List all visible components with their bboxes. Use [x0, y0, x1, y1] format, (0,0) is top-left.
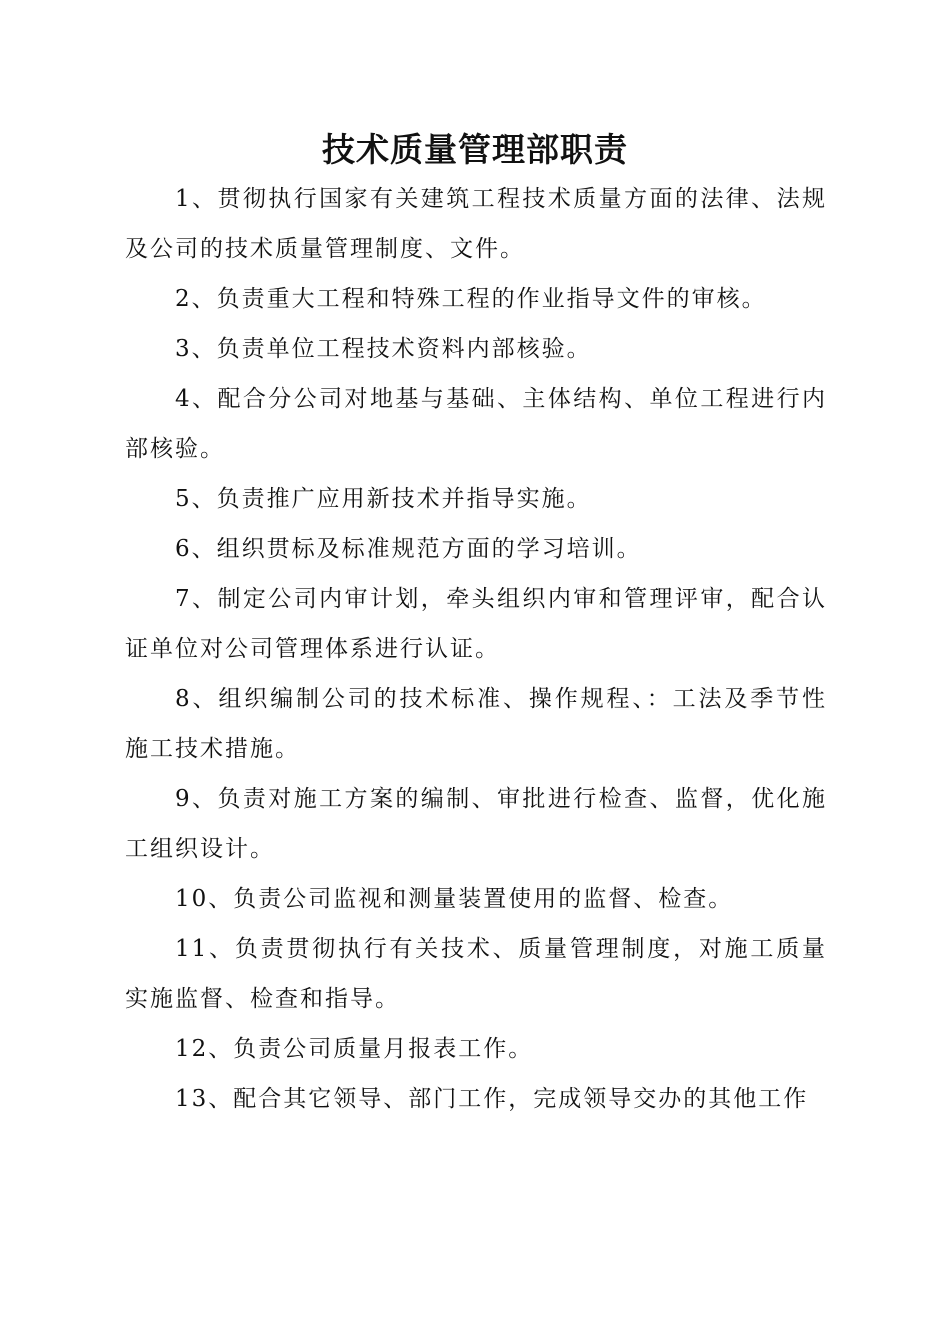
- duty-item-6: 6、组织贯标及标准规范方面的学习培训。: [175, 536, 642, 562]
- duty-item-10: 10、负责公司监视和测量装置使用的监督、检查。: [175, 886, 734, 912]
- duty-item-13: 13、配合其它领导、部门工作，完成领导交办的其他工作: [175, 1086, 809, 1112]
- duty-item-7: 7、制定公司内审计划，牵头组织内审和管理评审，配合认证单位对公司管理体系进行认证。: [125, 586, 827, 662]
- document-title: 技术质量管理部职责: [322, 130, 628, 169]
- duty-item-12: 12、负责公司质量月报表工作。: [175, 1036, 534, 1062]
- duty-item-8: 8、组织编制公司的技术标准、操作规程、：工法及季节性施工技术措施。: [125, 686, 827, 762]
- document-body: [125, 174, 827, 1124]
- duty-item-4: 4、配合分公司对地基与基础、主体结构、单位工程进行内部核验。: [125, 386, 827, 462]
- duty-item-9: 9、负责对施工方案的编制、审批进行检查、监督，优化施工组织设计。: [125, 786, 827, 862]
- duty-item-11: 11、负责贯彻执行有关技术、质量管理制度，对施工质量实施监督、检查和指导。: [125, 936, 827, 1012]
- duty-item-3: 3、负责单位工程技术资料内部核验。: [175, 336, 592, 362]
- duty-item-5: 5、负责推广应用新技术并指导实施。: [175, 486, 592, 512]
- duty-item-1: 1、贯彻执行国家有关建筑工程技术质量方面的法律、法规及公司的技术质量管理制度、文件。: [125, 186, 827, 262]
- duty-item-2: 2、负责重大工程和特殊工程的作业指导文件的审核。: [175, 286, 767, 312]
